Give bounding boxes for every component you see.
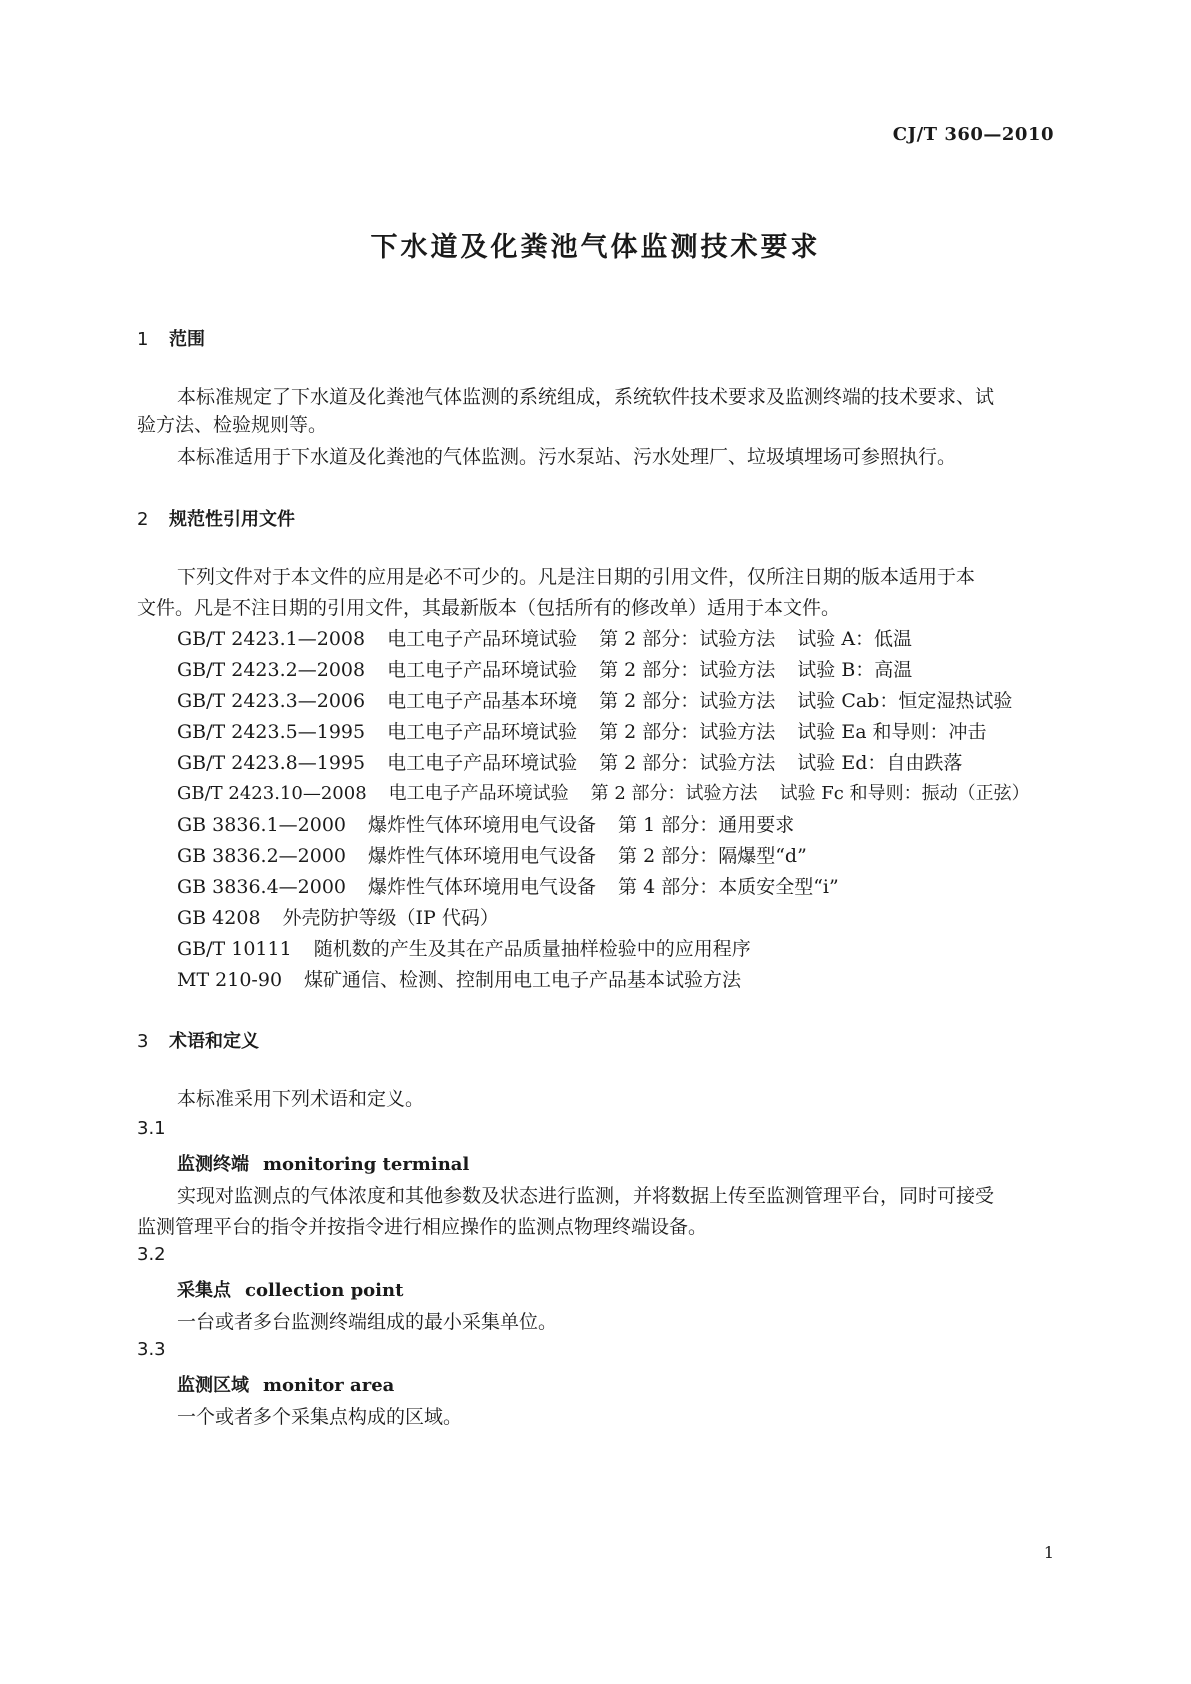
- section-title: 规范性引用文件: [169, 509, 295, 530]
- reference-code: GB/T 2423.8—1995: [177, 752, 366, 774]
- term-en: collection point: [245, 1280, 404, 1301]
- section-title: 范围: [169, 329, 205, 350]
- paragraph: 本标准适用于下水道及化粪池的气体监测。污水泵站、污水处理厂、垃圾填埋场可参照执行。: [177, 446, 957, 468]
- reference-part: 第 1 部分：通用要求: [618, 814, 795, 836]
- term-definition: 一台或者多台监测终端组成的最小采集单位。: [177, 1311, 558, 1333]
- reference-test: 试验 Cab：恒定湿热试验: [797, 690, 1013, 712]
- page-number: 1: [1043, 1543, 1054, 1562]
- reference-title: 电工电子产品环境试验: [388, 783, 569, 804]
- reference-item: [177, 903, 499, 930]
- reference-title: 外壳防护等级（IP 代码）: [282, 907, 499, 929]
- term-en: monitor area: [263, 1375, 395, 1396]
- reference-test: 试验 B：高温: [797, 659, 913, 681]
- reference-item: [177, 872, 839, 899]
- section-3-heading: [137, 1027, 259, 1053]
- reference-code: GB 4208: [177, 907, 261, 929]
- reference-item: [177, 779, 1030, 805]
- reference-test: 试验 Ea 和导则：冲击: [797, 721, 987, 743]
- reference-part: 第 2 部分：试验方法: [599, 752, 776, 774]
- reference-item: [177, 655, 912, 682]
- reference-part: 第 2 部分：试验方法: [599, 659, 776, 681]
- section-number: 1: [137, 329, 149, 350]
- reference-title: 随机数的产生及其在产品质量抽样检验中的应用程序: [313, 938, 751, 960]
- reference-part: 第 4 部分：本质安全型“i”: [618, 876, 839, 898]
- reference-item: [177, 934, 751, 961]
- reference-title: 爆炸性气体环境用电气设备: [368, 876, 597, 898]
- reference-code: GB/T 10111: [177, 938, 292, 960]
- reference-code: MT 210-90: [177, 969, 283, 991]
- clause-number: 3.2: [137, 1244, 166, 1265]
- term-definition: 实现对监测点的气体浓度和其他参数及状态进行监测，并将数据上传至监测管理平台，同时可接受: [177, 1185, 995, 1207]
- paragraph: 下列文件对于本文件的应用是必不可少的。凡是注日期的引用文件，仅所注日期的版本适用于本: [177, 566, 976, 588]
- paragraph: 本标准采用下列术语和定义。: [177, 1088, 425, 1110]
- section-1-heading: [137, 325, 205, 351]
- reference-code: GB/T 2423.5—1995: [177, 721, 366, 743]
- document-title: 下水道及化粪池气体监测技术要求: [370, 232, 821, 263]
- reference-item: [177, 686, 1012, 713]
- reference-test: 试验 A：低温: [797, 628, 913, 650]
- reference-code: GB/T 2423.3—2006: [177, 690, 366, 712]
- reference-code: GB/T 2423.2—2008: [177, 659, 366, 681]
- reference-title: 电工电子产品环境试验: [387, 628, 578, 650]
- reference-code: GB 3836.1—2000: [177, 814, 347, 836]
- reference-item: [177, 965, 741, 992]
- reference-item: [177, 717, 987, 744]
- reference-item: [177, 748, 962, 775]
- reference-test: 试验 Ed：自由跌落: [797, 752, 963, 774]
- section-title: 术语和定义: [169, 1031, 259, 1052]
- reference-part: 第 2 部分：试验方法: [599, 721, 776, 743]
- reference-part: 第 2 部分：隔爆型“d”: [618, 845, 807, 867]
- term-zh: 监测终端: [177, 1154, 249, 1175]
- term-zh: 采集点: [177, 1280, 231, 1301]
- reference-item: [177, 624, 912, 651]
- paragraph: 文件。凡是不注日期的引用文件，其最新版本（包括所有的修改单）适用于本文件。: [137, 597, 841, 619]
- reference-title: 爆炸性气体环境用电气设备: [368, 845, 597, 867]
- paragraph: 本标准规定了下水道及化粪池气体监测的系统组成，系统软件技术要求及监测终端的技术要求、试: [177, 386, 995, 408]
- term-heading: [177, 1276, 403, 1302]
- reference-code: GB 3836.4—2000: [177, 876, 347, 898]
- reference-title: 电工电子产品环境试验: [387, 721, 578, 743]
- section-2-heading: [137, 505, 295, 531]
- reference-title: 煤矿通信、检测、控制用电工电子产品基本试验方法: [304, 969, 742, 991]
- reference-title: 爆炸性气体环境用电气设备: [368, 814, 597, 836]
- term-definition: 监测管理平台的指令并按指令进行相应操作的监测点物理终端设备。: [137, 1216, 708, 1238]
- section-number: 3: [137, 1031, 149, 1052]
- reference-title: 电工电子产品环境试验: [387, 752, 578, 774]
- reference-code: GB 3836.2—2000: [177, 845, 347, 867]
- section-number: 2: [137, 509, 149, 530]
- term-en: monitoring terminal: [263, 1154, 470, 1175]
- reference-code: GB/T 2423.10—2008: [177, 783, 367, 804]
- paragraph: 验方法、检验规则等。: [137, 414, 328, 436]
- term-heading: [177, 1150, 469, 1176]
- standard-code: CJ/T 360—2010: [892, 124, 1054, 145]
- reference-item: [177, 810, 794, 837]
- clause-number: 3.1: [137, 1118, 166, 1139]
- reference-part: 第 2 部分：试验方法: [599, 628, 776, 650]
- reference-part: 第 2 部分：试验方法: [590, 783, 758, 804]
- reference-code: GB/T 2423.1—2008: [177, 628, 366, 650]
- reference-title: 电工电子产品基本环境: [387, 690, 578, 712]
- reference-title: 电工电子产品环境试验: [387, 659, 578, 681]
- term-zh: 监测区域: [177, 1375, 249, 1396]
- reference-part: 第 2 部分：试验方法: [599, 690, 776, 712]
- reference-test: 试验 Fc 和导则：振动（正弦）: [779, 783, 1030, 804]
- reference-item: [177, 841, 807, 868]
- clause-number: 3.3: [137, 1339, 166, 1360]
- term-heading: [177, 1371, 394, 1397]
- term-definition: 一个或者多个采集点构成的区域。: [177, 1406, 463, 1428]
